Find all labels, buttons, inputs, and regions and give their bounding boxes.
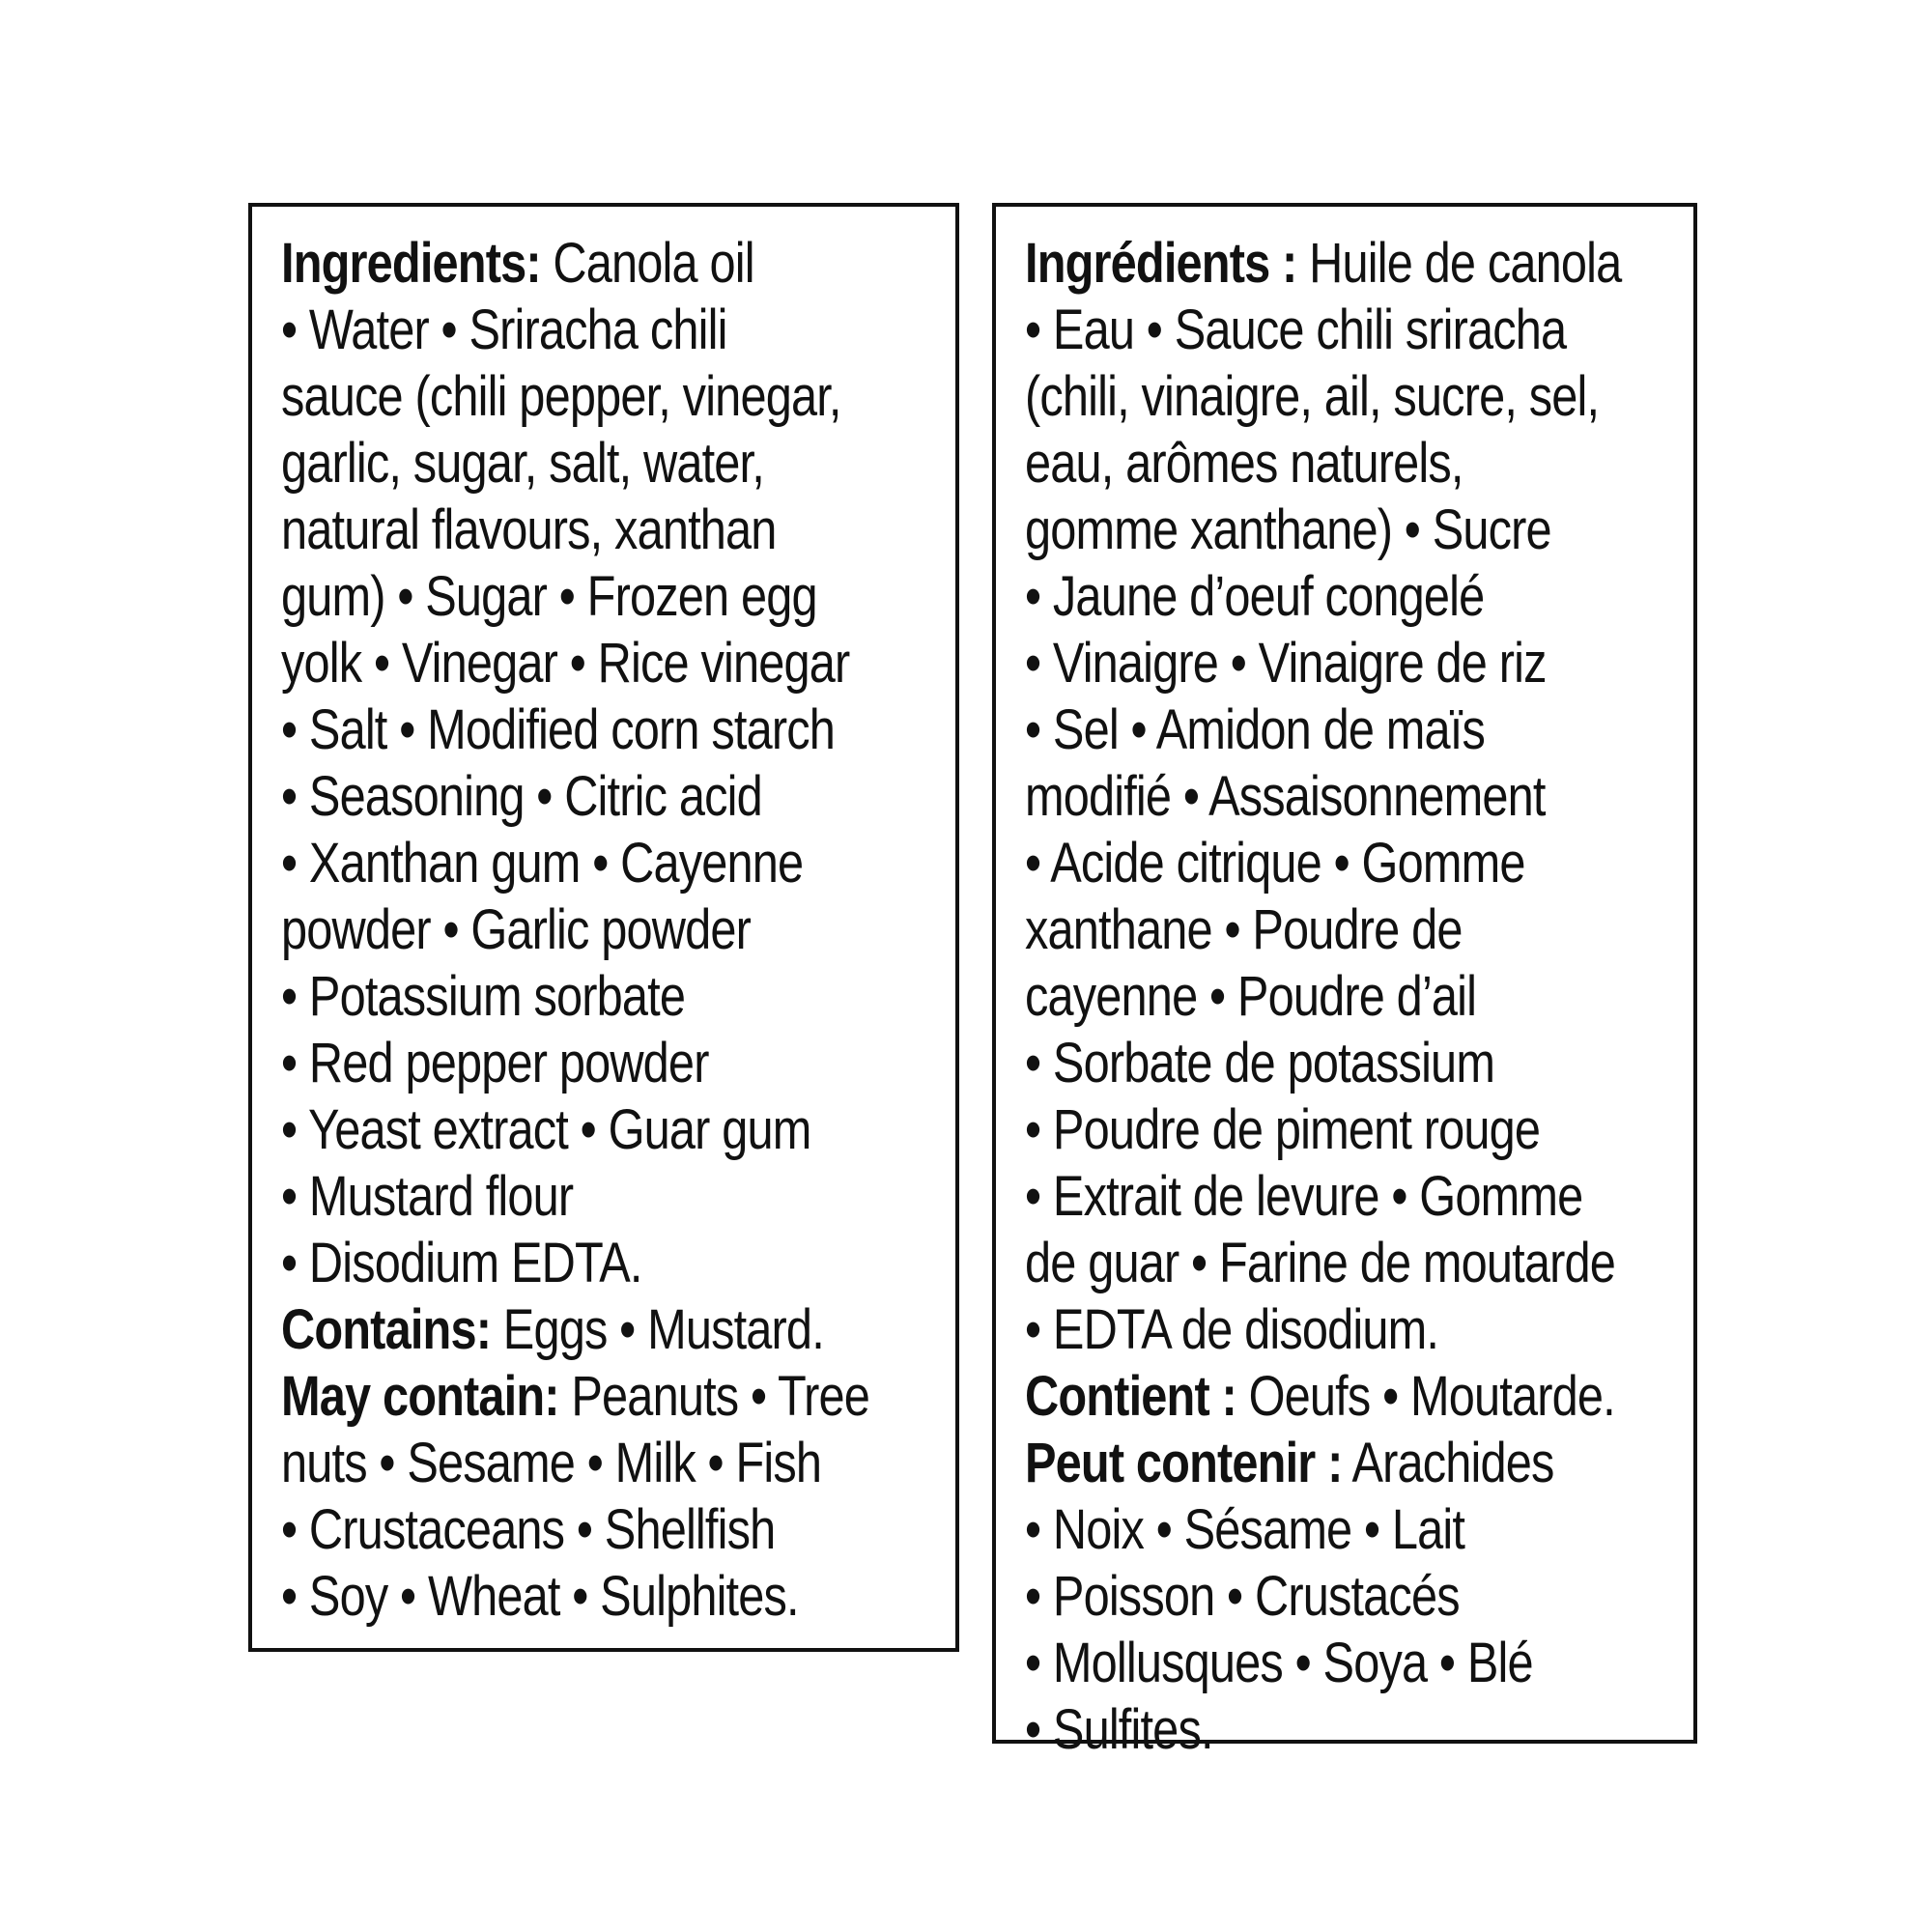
line-text-fr: gomme xanthane) • Sucre (1025, 498, 1551, 561)
ingredient-line-fr (1025, 363, 1600, 430)
line-text-fr: • Jaune d’oeuf congelé (1025, 565, 1485, 628)
line-text-en: • Soy • Wheat • Sulphites. (281, 1565, 799, 1628)
ingredient-line-en (281, 297, 823, 363)
ingredient-line-fr (1025, 1563, 1562, 1630)
line-text-en: • Water • Sriracha chili (281, 298, 727, 361)
line-text-en: • Crustaceans • Shellfish (281, 1498, 776, 1561)
ingredient-line-en (281, 563, 823, 630)
line-text-en: nuts • Sesame • Milk • Fish (281, 1432, 822, 1494)
line-text-fr: • Acide citrique • Gomme (1025, 832, 1525, 895)
line-text-en: Canola oil (540, 232, 754, 295)
ingredient-line-en (281, 830, 823, 896)
section-heading-fr: Ingrédients : (1025, 232, 1297, 295)
line-text-fr: cayenne • Poudre d’ail (1025, 965, 1477, 1028)
line-text-fr: • Eau • Sauce chili sriracha (1025, 298, 1567, 361)
section-heading-fr: Peut contenir : (1025, 1432, 1343, 1494)
ingredient-line-fr (1025, 1296, 1562, 1363)
ingredient-line-en (281, 430, 823, 497)
line-text-en: Peanuts • Tree (558, 1365, 870, 1428)
line-text-en: • Salt • Modified corn starch (281, 698, 835, 761)
ingredient-line-en (281, 896, 823, 963)
line-text-en: • Red pepper powder (281, 1032, 709, 1094)
line-text-en: powder • Garlic powder (281, 898, 751, 961)
ingredient-line-fr (1025, 1430, 1562, 1496)
line-text-en: sauce (chili pepper, vinegar, (281, 365, 841, 428)
line-text-fr: • Mollusques • Soya • Blé (1025, 1632, 1533, 1694)
ingredient-line-en (281, 1496, 823, 1563)
ingredient-line-fr (1025, 497, 1562, 563)
ingredient-line-fr (1025, 1163, 1583, 1230)
line-text-fr: eau, arômes naturels, (1025, 432, 1463, 495)
ingredient-line-en (281, 1030, 823, 1096)
line-text-en: • Xanthan gum • Cayenne (281, 832, 804, 895)
section-heading-en: Contains: (281, 1298, 492, 1361)
ingredient-line-fr (1025, 230, 1622, 297)
ingredient-line-en (281, 1563, 823, 1630)
line-text-fr: (chili, vinaigre, ail, sucre, sel, (1025, 365, 1600, 428)
ingredient-line-fr (1025, 297, 1567, 363)
section-heading-en: May contain: (281, 1365, 559, 1428)
ingredient-line-fr (1025, 563, 1562, 630)
ingredient-line-en (281, 630, 850, 696)
line-text-en: Eggs • Mustard. (491, 1298, 824, 1361)
ingredient-line-en (281, 1296, 823, 1363)
line-text-fr: Huile de canola (1296, 232, 1622, 295)
line-text-en: • Yeast extract • Guar gum (281, 1098, 811, 1161)
ingredient-line-fr (1025, 1630, 1562, 1696)
line-text-en: garlic, sugar, salt, water, (281, 432, 764, 495)
ingredient-line-fr (1025, 963, 1562, 1030)
line-text-fr: • Sulfites. (1025, 1698, 1213, 1761)
line-text-fr: • Poisson • Crustacés (1025, 1565, 1460, 1628)
line-text-en: • Seasoning • Citric acid (281, 765, 762, 828)
ingredient-line-fr (1025, 1696, 1562, 1763)
ingredient-line-fr (1025, 1030, 1562, 1096)
line-text-en: yolk • Vinegar • Rice vinegar (281, 632, 850, 695)
ingredient-line-en (281, 363, 841, 430)
section-heading-en: Ingredients: (281, 232, 541, 295)
line-text-en: • Potassium sorbate (281, 965, 686, 1028)
line-text-fr: • EDTA de disodium. (1025, 1298, 1439, 1361)
ingredient-line-fr (1025, 630, 1562, 696)
ingredient-line-en (281, 963, 823, 1030)
line-text-fr: • Noix • Sésame • Lait (1025, 1498, 1465, 1561)
ingredient-line-fr (1025, 896, 1562, 963)
ingredient-line-fr (1025, 1096, 1562, 1163)
line-text-en: • Mustard flour (281, 1165, 574, 1228)
ingredient-line-en (281, 1096, 823, 1163)
line-text-fr: modifié • Assaisonnement (1025, 765, 1546, 828)
ingredient-line-en (281, 497, 823, 563)
ingredient-line-fr (1025, 1363, 1615, 1430)
ingredient-line-en (281, 1163, 823, 1230)
ingredients-panel-english (248, 203, 959, 1652)
ingredient-line-fr (1025, 430, 1562, 497)
line-text-fr: • Poudre de piment rouge (1025, 1098, 1541, 1161)
ingredient-line-en (281, 763, 823, 830)
line-text-fr: • Sorbate de potassium (1025, 1032, 1495, 1094)
line-text-fr: de guar • Farine de moutarde (1025, 1232, 1616, 1294)
ingredient-line-fr (1025, 1230, 1616, 1296)
line-text-fr: Arachides (1342, 1432, 1554, 1494)
line-text-fr: xanthane • Poudre de (1025, 898, 1463, 961)
line-text-fr: Oeufs • Moutarde. (1236, 1365, 1615, 1428)
ingredient-line-fr (1025, 696, 1562, 763)
ingredients-panel-french (992, 203, 1697, 1761)
ingredient-line-en (281, 1430, 823, 1496)
line-text-fr: • Vinaigre • Vinaigre de riz (1025, 632, 1547, 695)
line-text-fr: • Extrait de levure • Gomme (1025, 1165, 1583, 1228)
line-text-fr: • Sel • Amidon de maïs (1025, 698, 1486, 761)
ingredient-line-fr (1025, 830, 1562, 896)
ingredient-line-en (281, 230, 823, 297)
line-text-en: gum) • Sugar • Frozen egg (281, 565, 817, 628)
ingredient-line-en (281, 696, 835, 763)
line-text-en: natural flavours, xanthan (281, 498, 777, 561)
ingredient-line-en (281, 1363, 870, 1430)
section-heading-fr: Contient : (1025, 1365, 1236, 1428)
line-text-en: • Disodium EDTA. (281, 1232, 642, 1294)
ingredient-line-fr (1025, 763, 1562, 830)
ingredient-line-en (281, 1230, 823, 1296)
ingredient-line-fr (1025, 1496, 1562, 1563)
